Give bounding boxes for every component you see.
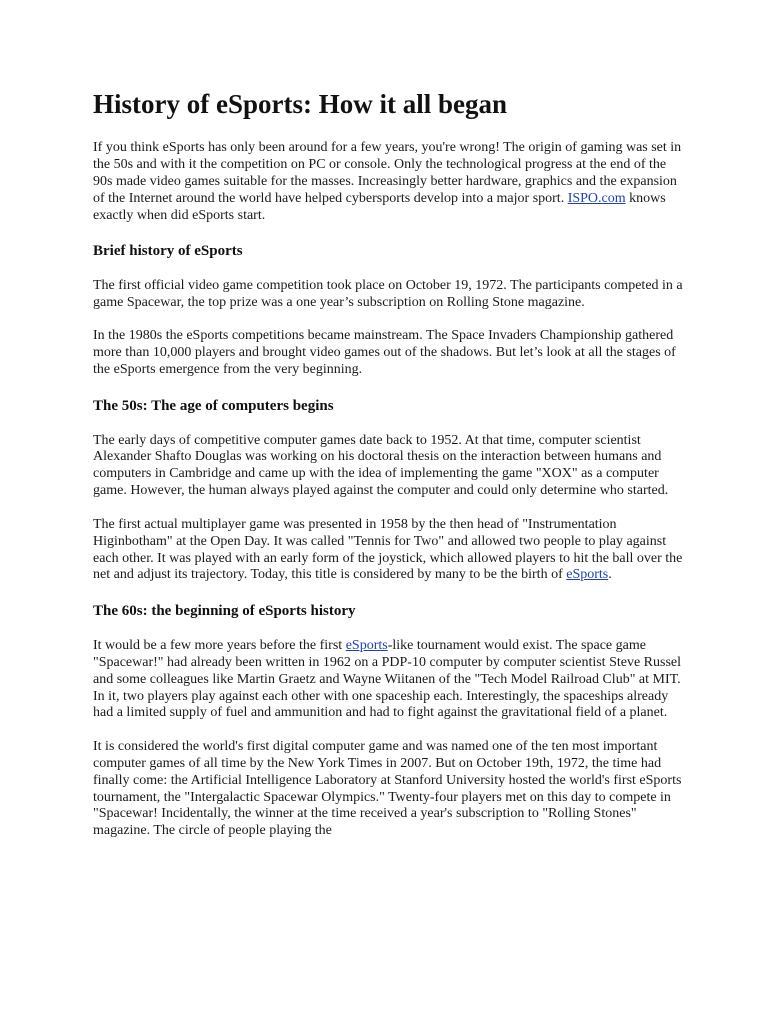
brief-paragraph-2: In the 1980s the eSports competitions became mainstream. The Space Invaders Championship gathered more than 10,000 players and brought video games out of the shadows. But let’s look at all the stages of the eSports emergence from the very beginning. <box>93 328 676 378</box>
intro-text-end: knows exactly when did eSports start. <box>93 190 666 223</box>
fifties-paragraph-2 <box>93 517 683 585</box>
sixties-paragraph-1 <box>93 638 683 723</box>
sixties-text-end: -like tournament would exist. The space game "Spacewar!" had already been written in 1962 on a PDP-10 computer by computer scientist Steve Russel and some colleagues like Martin Graetz and Wayne Wiitanen of the "Tech Model Railroad Club" at MIT. In it, two players play against each other with one spaceship each. Interestingly, the spaceships already had a limited supply of fuel and ammunition and had to fight against the gravitational field of a planet. <box>93 637 682 721</box>
esports-link-1[interactable]: eSports <box>566 567 609 583</box>
intro-paragraph <box>93 140 683 225</box>
heading-brief-history: Brief history of eSports <box>93 243 243 260</box>
heading-50s: The 50s: The age of computers begins <box>93 397 334 414</box>
heading-60s: The 60s: the beginning of eSports history <box>93 602 356 619</box>
sixties-text: It would be a few more years before the first <box>93 637 346 653</box>
ispo-link[interactable]: ISPO.com <box>567 190 626 206</box>
page-title: History of eSports: How it all began <box>93 89 507 119</box>
sixties-paragraph-2: It is considered the world's first digital computer game and was named one of the ten most important computer games of all time by the New York Times in 2007. But on October 19th, 1972, the time had finally come: the Artificial Intelligence Laboratory at Stanford University hosted the world's first eSports tournament, the "Intergalactic Spacewar Olympics." Twenty-four players met on this day to compete in "Spacewar! Incidentally, the winner at the time received a year's subscription to "Rolling Stones" magazine. The circle of people playing the <box>93 738 682 839</box>
brief-paragraph-1: The first official video game competition took place on October 19, 1972. The participants competed in a game Spacewar, the top prize was a one year’s subscription on Rolling Stone magazine. <box>93 278 683 310</box>
fifties-paragraph-1: The early days of competitive computer games date back to 1952. At that time, computer scientist Alexander Shafto Douglas was working on his doctoral thesis on the interaction between humans and computers in Cambridge and came up with the idea of implementing the game "XOX" as a computer game. However, the human always played against the computer and could only determine who started. <box>93 432 669 499</box>
fifties-text: The first actual multiplayer game was presented in 1958 by the then head of "Instrumentation Higinbotham" at the Open Day. It was called "Tennis for Two" and allowed two people to play against each other. It was played with an early form of the joystick, which allowed players to hit the ball over the net and adjust its trajectory. Today, this title is considered by many to be the birth of <box>93 516 683 583</box>
fifties-text-end: . <box>608 567 612 583</box>
intro-text: If you think eSports has only been around for a few years, you're wrong! The origin of gaming was set in the 50s and with it the competition on PC or console. Only the technological progress at the end of the 90s made video games suitable for the masses. Increasingly better hardware, graphics and the expansion of the Internet around the world have helped cybersports develop into a major sport. <box>93 140 682 206</box>
document-page <box>93 86 683 857</box>
esports-link-2[interactable]: eSports <box>345 637 388 653</box>
